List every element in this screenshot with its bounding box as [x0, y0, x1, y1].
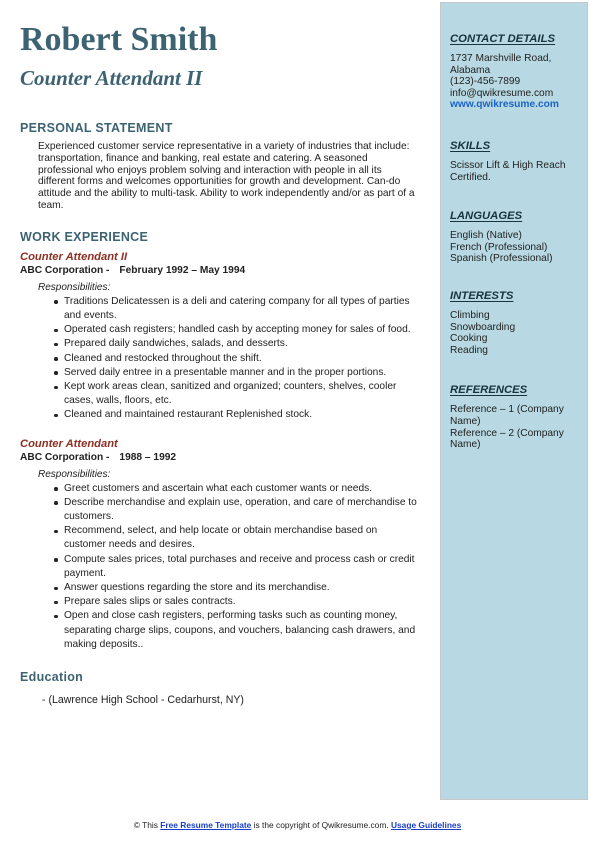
list-item: Operated cash registers; handled cash by accepting money for sales of food.: [56, 323, 420, 337]
job-company: ABC Corporation -: [20, 451, 110, 463]
contact-section: [450, 32, 581, 111]
list-item: Recommend, select, and help locate or obtain merchandise based on customer needs and desires.: [56, 524, 420, 552]
address-line: 1737 Marshville Road,: [450, 53, 552, 64]
language-item: English (Native): [450, 230, 522, 242]
candidate-title: Counter Attendant II: [20, 66, 203, 90]
languages-section: [450, 209, 581, 265]
reference-item: Reference – 1 (Company Name): [450, 404, 564, 427]
section-heading: LANGUAGES: [450, 210, 523, 223]
candidate-name: Robert Smith: [20, 21, 218, 58]
list-item: Prepare sales slips or sales contracts.: [56, 595, 420, 609]
job-entry: [20, 251, 420, 423]
address-line: Alabama: [450, 64, 491, 76]
section-heading: CONTACT DETAILS: [450, 33, 556, 45]
phone-number: (123)-456-7899: [450, 76, 521, 88]
job-title: Counter Attendant II: [20, 250, 128, 263]
education-section: [20, 670, 420, 706]
language-item: French (Professional): [450, 241, 548, 253]
main-column: [20, 20, 420, 706]
list-item: Answer questions regarding the store and its merchandise.: [56, 581, 420, 595]
list-item: Traditions Delicatessen is a deli and catering company for all types of parties and events.: [56, 295, 420, 323]
interest-item: Snowboarding: [450, 321, 516, 333]
responsibilities-label: Responsibilities:: [38, 468, 111, 480]
job-title: Counter Attendant: [20, 437, 118, 450]
section-heading: INTERESTS: [450, 289, 514, 302]
list-item: Compute sales prices, total purchases and receive and process cash or credit payment.: [56, 553, 420, 581]
interests-section: [450, 289, 581, 356]
reference-item: Reference – 2 (Company Name): [450, 427, 564, 451]
job-company-line: [20, 451, 420, 464]
footer-prefix: © This: [133, 820, 158, 830]
personal-statement-section: [20, 121, 420, 212]
list-item: Greet customers and ascertain what each customer wants or needs.: [56, 482, 420, 496]
sidebar: [440, 2, 588, 800]
job-company: ABC Corporation -: [20, 264, 110, 276]
free-resume-template-link[interactable]: Free Resume Template: [160, 820, 252, 830]
references-section: [450, 383, 581, 450]
list-item: Served daily entree in a presentable manner and in the proper portions.: [56, 366, 420, 380]
skill-item: Scissor Lift & High Reach Certified.: [450, 159, 566, 183]
list-item: Open and close cash registers, performing tasks such as counting money, separating charge slips, coupons, and vouchers, balancing cash drawers, and making deposits..: [56, 609, 420, 652]
section-heading: REFERENCES: [450, 384, 528, 397]
section-heading: Education: [20, 670, 84, 685]
work-experience-section: [20, 230, 420, 652]
list-item: Prepared daily sandwiches, salads, and desserts.: [56, 337, 420, 351]
usage-guidelines-link[interactable]: Usage Guidelines: [390, 820, 462, 830]
list-item: Describe merchandise and explain use, operation, and care of merchandise to customers.: [56, 496, 420, 524]
interest-item: Reading: [450, 344, 488, 356]
interest-item: Climbing: [450, 309, 490, 321]
list-item: Cleaned and restocked throughout the shift.: [56, 352, 420, 366]
language-item: Spanish (Professional): [450, 253, 553, 265]
footer-copyright: is the copyright of Qwikresume.com.: [253, 820, 389, 830]
list-item: Kept work areas clean, sanitized and organized; counters, shelves, cooler cases, walls, floors, etc.: [56, 380, 420, 408]
section-heading: WORK EXPERIENCE: [20, 229, 149, 244]
section-heading: SKILLS: [450, 139, 491, 152]
job-dates: 1988 – 1992: [119, 451, 177, 463]
website-link[interactable]: www.qwikresume.com: [450, 99, 559, 111]
job-entry: [20, 438, 420, 652]
list-item: Cleaned and maintained restaurant Replenished stock.: [56, 408, 420, 422]
section-heading: PERSONAL STATEMENT: [20, 121, 173, 135]
personal-statement-text: Experienced customer service representative in a variety of industries that include: transportation, finance and banking, real estate and catering. A seasoned professional who enjoys problem solving and interaction with people in all its different forms and welcomes opportunities for growth and development. Can-do attitude and the ability to multi-task. Ability to work independently and/or as part of a team.: [38, 141, 415, 211]
job-company-line: [20, 264, 420, 277]
responsibilities-list: [20, 482, 420, 652]
responsibilities-label: Responsibilities:: [38, 281, 111, 293]
education-entry: - (Lawrence High School - Cedarhurst, NY): [42, 694, 244, 707]
email-address[interactable]: info@qwikresume.com: [450, 87, 554, 99]
interest-item: Cooking: [450, 333, 488, 345]
skills-section: [450, 139, 581, 183]
responsibilities-list: [20, 295, 420, 423]
job-dates: February 1992 – May 1994: [119, 264, 246, 276]
footer: [0, 820, 595, 830]
